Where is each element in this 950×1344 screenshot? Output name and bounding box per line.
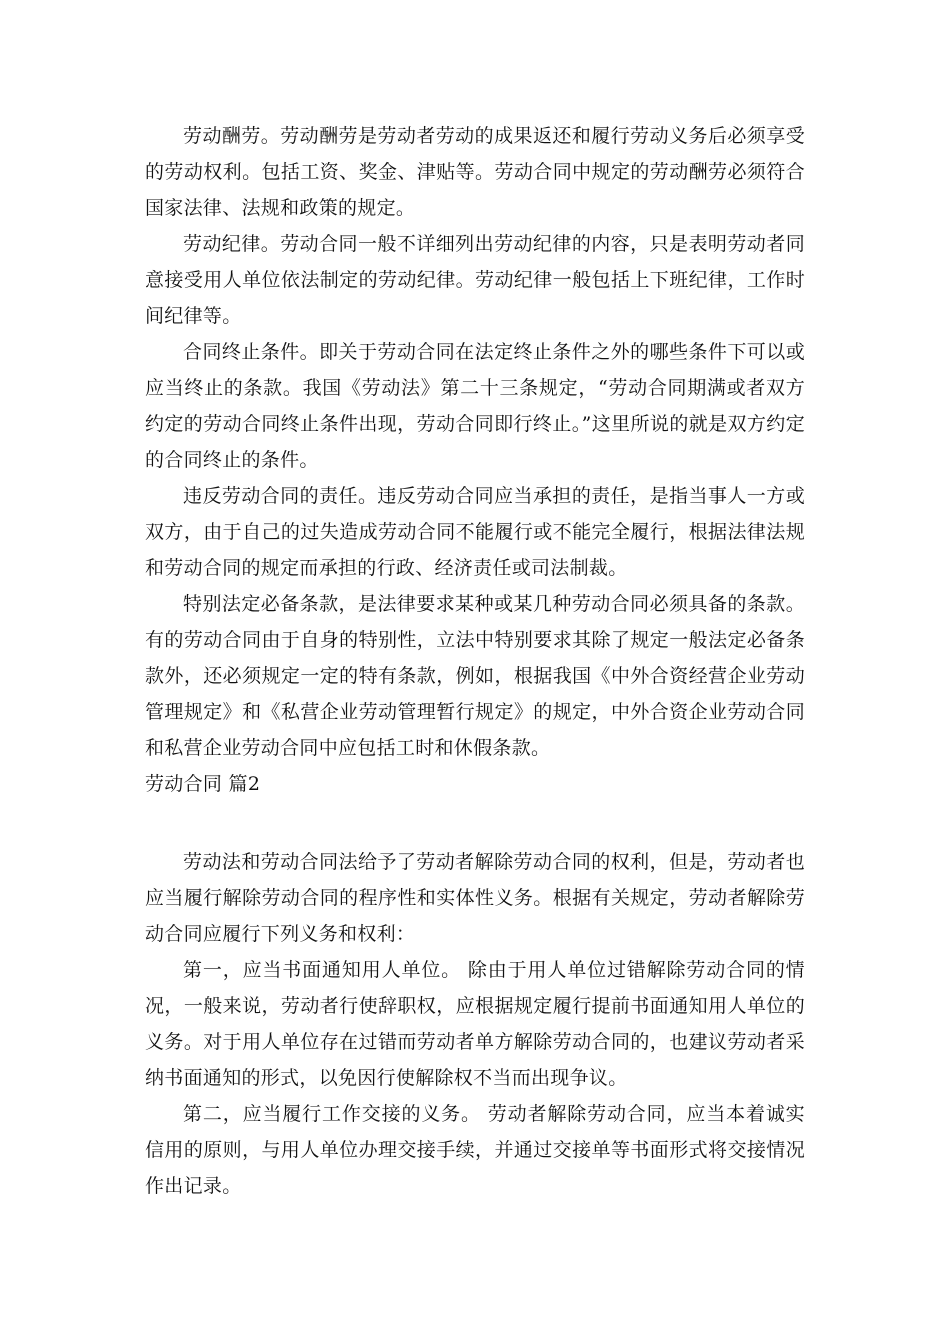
paragraph-termination-rights-intro: 劳动法和劳动合同法给予了劳动者解除劳动合同的权利，但是，劳动者也应当履行解除劳动合同的程序性和实体性义务。根据有关规定，劳动者解除劳动合同应履行下列义务和权利： [145,851,805,945]
paragraph-special-mandatory-clauses: 特别法定必备条款，是法律要求某种或某几种劳动合同必须具备的条款。有的劳动合同由于自身的特别性，立法中特别要求其除了规定一般法定必备条款外，还必须规定一定的特有条款，例如，根据我国《中外合资经营企业劳动管理规定》和《私营企业劳动管理暂行规定》的规定，中外合资企业劳动合同和私营企业劳动合同中应包括工时和休假条款。 [145,593,805,759]
section-heading: 劳动合同 篇2 [145,773,261,795]
paragraph-labor-remuneration: 劳动酬劳。劳动酬劳是劳动者劳动的成果返还和履行劳动义务后必须享受的劳动权利。包括工资、奖金、津贴等。劳动合同中规定的劳动酬劳必须符合国家法律、法规和政策的规定。 [145,125,805,219]
paragraph-termination-conditions: 合同终止条件。即关于劳动合同在法定终止条件之外的哪些条件下可以或应当终止的条款。我国《劳动法》第二十三条规定，“劳动合同期满或者双方约定的劳动合同终止条件出现，劳动合同即行终止。”这里所说的就是双方约定的合同终止的条件。 [145,341,805,471]
paragraph-work-handover: 第二，应当履行工作交接的义务。 劳动者解除劳动合同，应当本着诚实信用的原则，与用人单位办理交接手续，并通过交接单等书面形式将交接情况作出记录。 [145,1103,805,1197]
paragraph-written-notice: 第一，应当书面通知用人单位。 除由于用人单位过错解除劳动合同的情况，一般来说，劳动者行使辞职权，应根据规定履行提前书面通知用人单位的义务。对于用人单位存在过错而劳动者单方解除劳动合同的，也建议劳动者采纳书面通知的形式，以免因行使解除权不当而出现争议。 [145,959,805,1089]
document-body [145,118,805,1204]
paragraph-labor-discipline: 劳动纪律。劳动合同一般不详细列出劳动纪律的内容，只是表明劳动者同意接受用人单位依法制定的劳动纪律。劳动纪律一般包括上下班纪律，工作时间纪律等。 [145,233,805,327]
paragraph-breach-liability: 违反劳动合同的责任。违反劳动合同应当承担的责任，是指当事人一方或双方，由于自己的过失造成劳动合同不能履行或不能完全履行，根据法律法规和劳动合同的规定而承担的行政、经济责任或司法制裁。 [145,485,805,579]
